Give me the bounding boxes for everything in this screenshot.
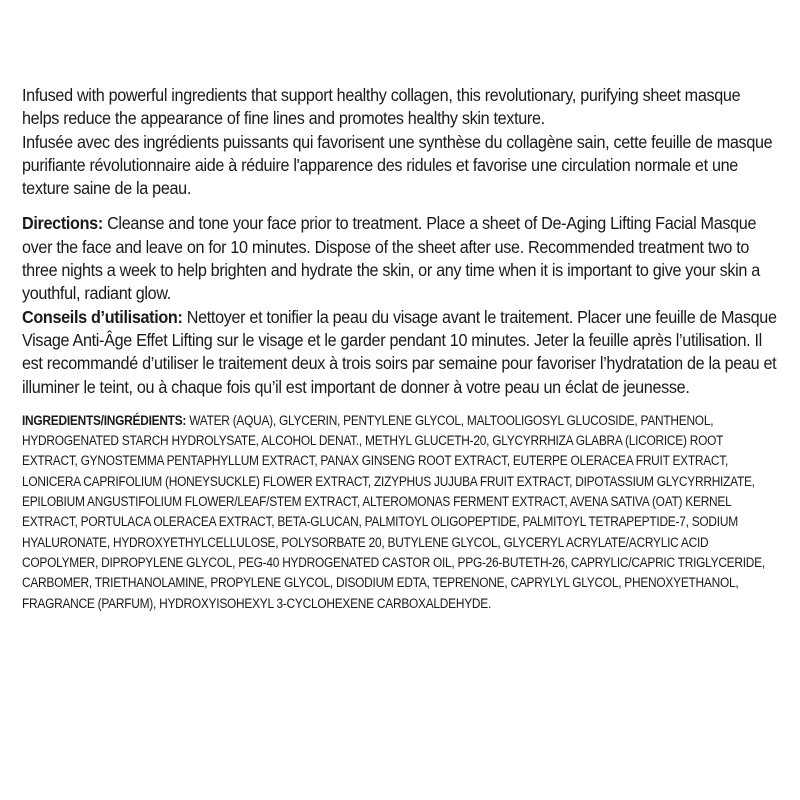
ingredients-label: INGREDIENTS/INGRÉDIENTS:	[22, 412, 187, 429]
directions-text: Cleanse and tone your face prior to treatment. Place a sheet of De-Aging Lifting Facial Masque over the face and leave on for 10 minutes. Dispose of the sheet after use. Recommended treatment two to three nights a week to help brighten and hydrate the skin, or any time when it is important to give your skin a youthful, radiant glow.	[22, 213, 760, 304]
directions-french	[22, 306, 780, 399]
conseils-text: Nettoyer et tonifier la peau du visage avant le traitement. Placer une feuille de Masque Visage Anti-Âge Effet Lifting sur le visage et le garder pendant 10 minutes. Jeter la feuille après l’utilisation. Il est recommandé d’utiliser le traitement deux à trois soirs par semaine pour favoriser l’hydratation de la peau et illuminer le teint, ou à chaque fois qu’il est important de donner à votre peau un éclat de jeunesse.	[22, 306, 777, 397]
conseils-label: Conseils d’utilisation:	[22, 306, 183, 327]
directions-english	[22, 212, 780, 305]
description-french: Infusée avec des ingrédients puissants qui favorisent une synthèse du collagène sain, cette feuille de masque purifiante révolutionnaire aide à réduire l'apparence des ridules et favorise une circulation normale et une texture saine de la peau.	[22, 131, 773, 199]
ingredients-text: WATER (AQUA), GLYCERIN, PENTYLENE GLYCOL, MALTOOLIGOSYL GLUCOSIDE, PANTHENOL, HYDROGENATED STARCH HYDROLYSATE, ALCOHOL DENAT., METHYL GLUCETH-20, GLYCYRRHIZA GLABRA (LICORICE) ROOT EXTRACT, GYNOSTEMMA PENTAPHYLLUM EXTRACT, PANAX GINSENG ROOT EXTRACT, EUTERPE OLERACEA FRUIT EXTRACT, LONICERA CAPRIFOLIUM (HONEYSUCKLE) FLOWER EXTRACT, ZIZYPHUS JUJUBA FRUIT EXTRACT, DIPOTASSIUM GLYCYRRHIZATE, EPILOBIUM ANGUSTIFOLIUM FLOWER/LEAF/STEM EXTRACT, ALTEROMONAS FERMENT EXTRACT, AVENA SATIVA (OAT) KERNEL EXTRACT, PORTULACA OLERACEA EXTRACT, BETA-GLUCAN, PALMITOYL OLIGOPEPTIDE, PALMITOYL TETRAPEPTIDE-7, SODIUM HYALURONATE, HYDROXYETHYLCELLULOSE, POLYSORBATE 20, BUTYLENE GLYCOL, GLYCERYL ACRYLATE/ACRYLIC ACID COPOLYMER, DIPROPYLENE GLYCOL, PEG-40 HYDROGENATED CASTOR OIL, PPG-26-BUTETH-26, CAPRYLIC/CAPRIC TRIGLYCERIDE, CARBOMER, TRIETHANOLAMINE, PROPYLENE GLYCOL, DISODIUM EDTA, TEPRENONE, CAPRYLYL GLYCOL, PHENOXYETHANOL, FRAGRANCE (PARFUM), HYDROXYISOHEXYL 3-CYCLOHEXENE CARBOXALDEHYDE.	[22, 412, 765, 612]
ingredients-list	[22, 411, 780, 614]
label-text-block	[22, 84, 780, 614]
description-english: Infused with powerful ingredients that support healthy collagen, this revolutionary, purifying sheet masque helps reduce the appearance of fine lines and promotes healthy skin texture.	[22, 85, 741, 129]
directions-label: Directions:	[22, 213, 103, 234]
